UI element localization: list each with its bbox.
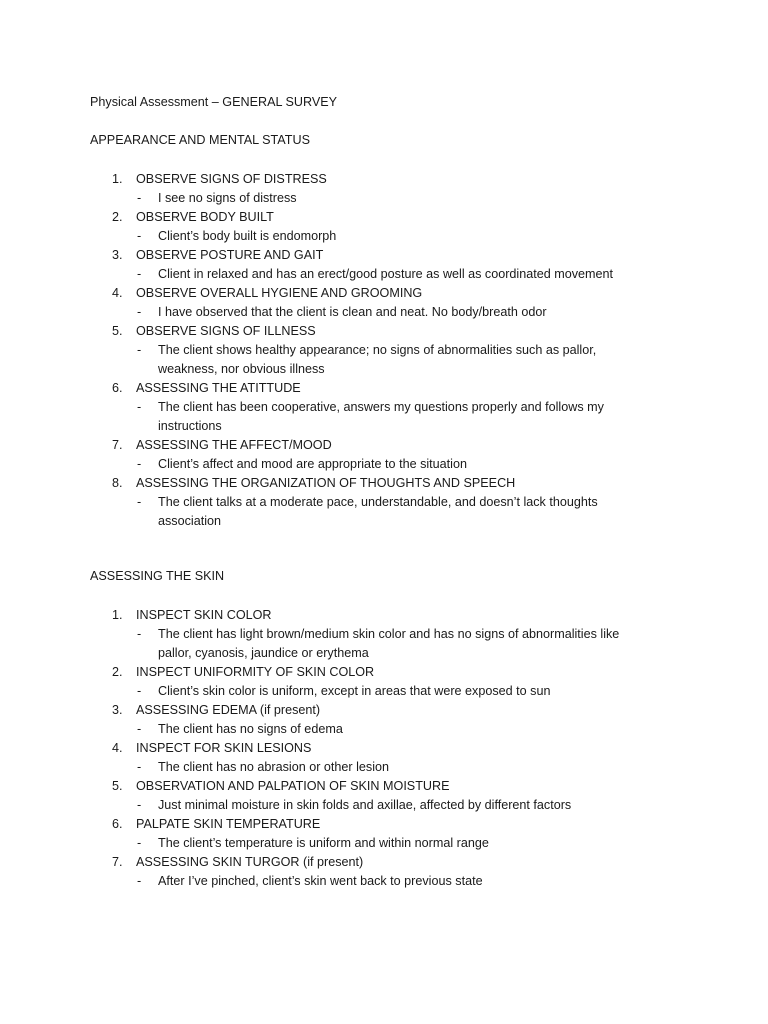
document-title: Physical Assessment – GENERAL SURVEY: [90, 95, 338, 109]
list-item: [0, 436, 768, 474]
item-label: OBSERVE SIGNS OF DISTRESS: [136, 172, 327, 186]
bullet-dash: -: [137, 400, 142, 414]
item-number: 3.: [112, 703, 123, 717]
bullet-dash: -: [137, 874, 142, 888]
item-number: 3.: [112, 248, 123, 262]
list-item: [0, 815, 768, 853]
item-note: Client’s body built is endomorph: [158, 229, 337, 243]
item-number: 4.: [112, 286, 123, 300]
item-note: The client talks at a moderate pace, understandable, and doesn’t lack thoughts association: [158, 495, 598, 528]
item-label: ASSESSING THE AFFECT/MOOD: [136, 438, 332, 452]
list-item: [0, 606, 768, 663]
item-note: Client’s skin color is uniform, except in areas that were exposed to sun: [158, 684, 551, 698]
item-number: 5.: [112, 324, 123, 338]
bullet-dash: -: [137, 495, 142, 509]
item-note: The client’s temperature is uniform and within normal range: [158, 836, 489, 850]
list-item: [0, 739, 768, 777]
list-item: [0, 284, 768, 322]
item-number: 5.: [112, 779, 123, 793]
list-item: [0, 170, 768, 208]
bullet-dash: -: [137, 457, 142, 471]
bullet-dash: -: [137, 343, 142, 357]
item-label: OBSERVE BODY BUILT: [136, 210, 274, 224]
item-label: ASSESSING THE ORGANIZATION OF THOUGHTS AND SPEECH: [136, 476, 516, 490]
bullet-dash: -: [137, 229, 142, 243]
item-number: 2.: [112, 210, 123, 224]
item-label: INSPECT SKIN COLOR: [136, 608, 272, 622]
item-number: 1.: [112, 608, 123, 622]
item-label: OBSERVATION AND PALPATION OF SKIN MOISTURE: [136, 779, 450, 793]
bullet-dash: -: [137, 760, 142, 774]
bullet-dash: -: [137, 798, 142, 812]
item-number: 4.: [112, 741, 123, 755]
list-item: [0, 853, 768, 891]
list-item: [0, 322, 768, 379]
item-number: 6.: [112, 817, 123, 831]
item-label: ASSESSING THE ATITTUDE: [136, 381, 301, 395]
list-item: [0, 474, 768, 531]
list-item: [0, 663, 768, 701]
item-label: OBSERVE OVERALL HYGIENE AND GROOMING: [136, 286, 423, 300]
item-note: The client has been cooperative, answers my questions properly and follows my instructions: [158, 400, 604, 433]
item-label: ASSESSING SKIN TURGOR (if present): [136, 855, 364, 869]
item-note: The client shows healthy appearance; no signs of abnormalities such as pallor, weakness, nor obvious illness: [158, 343, 597, 376]
item-number: 1.: [112, 172, 123, 186]
item-note: The client has no signs of edema: [158, 722, 343, 736]
item-label: PALPATE SKIN TEMPERATURE: [136, 817, 321, 831]
bullet-dash: -: [137, 684, 142, 698]
numbered-list: [0, 170, 768, 531]
item-number: 8.: [112, 476, 123, 490]
item-number: 7.: [112, 438, 123, 452]
item-label: ASSESSING EDEMA (if present): [136, 703, 321, 717]
item-note: The client has no abrasion or other lesion: [158, 760, 390, 774]
item-label: INSPECT FOR SKIN LESIONS: [136, 741, 312, 755]
item-note: I have observed that the client is clean and neat. No body/breath odor: [158, 305, 547, 319]
item-label: OBSERVE POSTURE AND GAIT: [136, 248, 324, 262]
item-number: 7.: [112, 855, 123, 869]
list-item: [0, 208, 768, 246]
item-note: After I’ve pinched, client’s skin went back to previous state: [158, 874, 483, 888]
item-note: Just minimal moisture in skin folds and axillae, affected by different factors: [158, 798, 572, 812]
bullet-dash: -: [137, 836, 142, 850]
section-heading: APPEARANCE AND MENTAL STATUS: [90, 133, 310, 147]
item-label: INSPECT UNIFORMITY OF SKIN COLOR: [136, 665, 375, 679]
item-note: Client in relaxed and has an erect/good posture as well as coordinated movement: [158, 267, 614, 281]
list-item: [0, 777, 768, 815]
list-item: [0, 379, 768, 436]
item-number: 6.: [112, 381, 123, 395]
item-note: The client has light brown/medium skin color and has no signs of abnormalities like pallor, cyanosis, jaundice or erythema: [158, 627, 620, 660]
section-heading: ASSESSING THE SKIN: [90, 569, 225, 583]
item-note: Client’s affect and mood are appropriate to the situation: [158, 457, 467, 471]
bullet-dash: -: [137, 305, 142, 319]
bullet-dash: -: [137, 722, 142, 736]
list-item: [0, 701, 768, 739]
bullet-dash: -: [137, 267, 142, 281]
list-item: [0, 246, 768, 284]
item-label: OBSERVE SIGNS OF ILLNESS: [136, 324, 316, 338]
item-number: 2.: [112, 665, 123, 679]
numbered-list: [0, 606, 768, 891]
bullet-dash: -: [137, 191, 142, 205]
item-note: I see no signs of distress: [158, 191, 297, 205]
bullet-dash: -: [137, 627, 142, 641]
